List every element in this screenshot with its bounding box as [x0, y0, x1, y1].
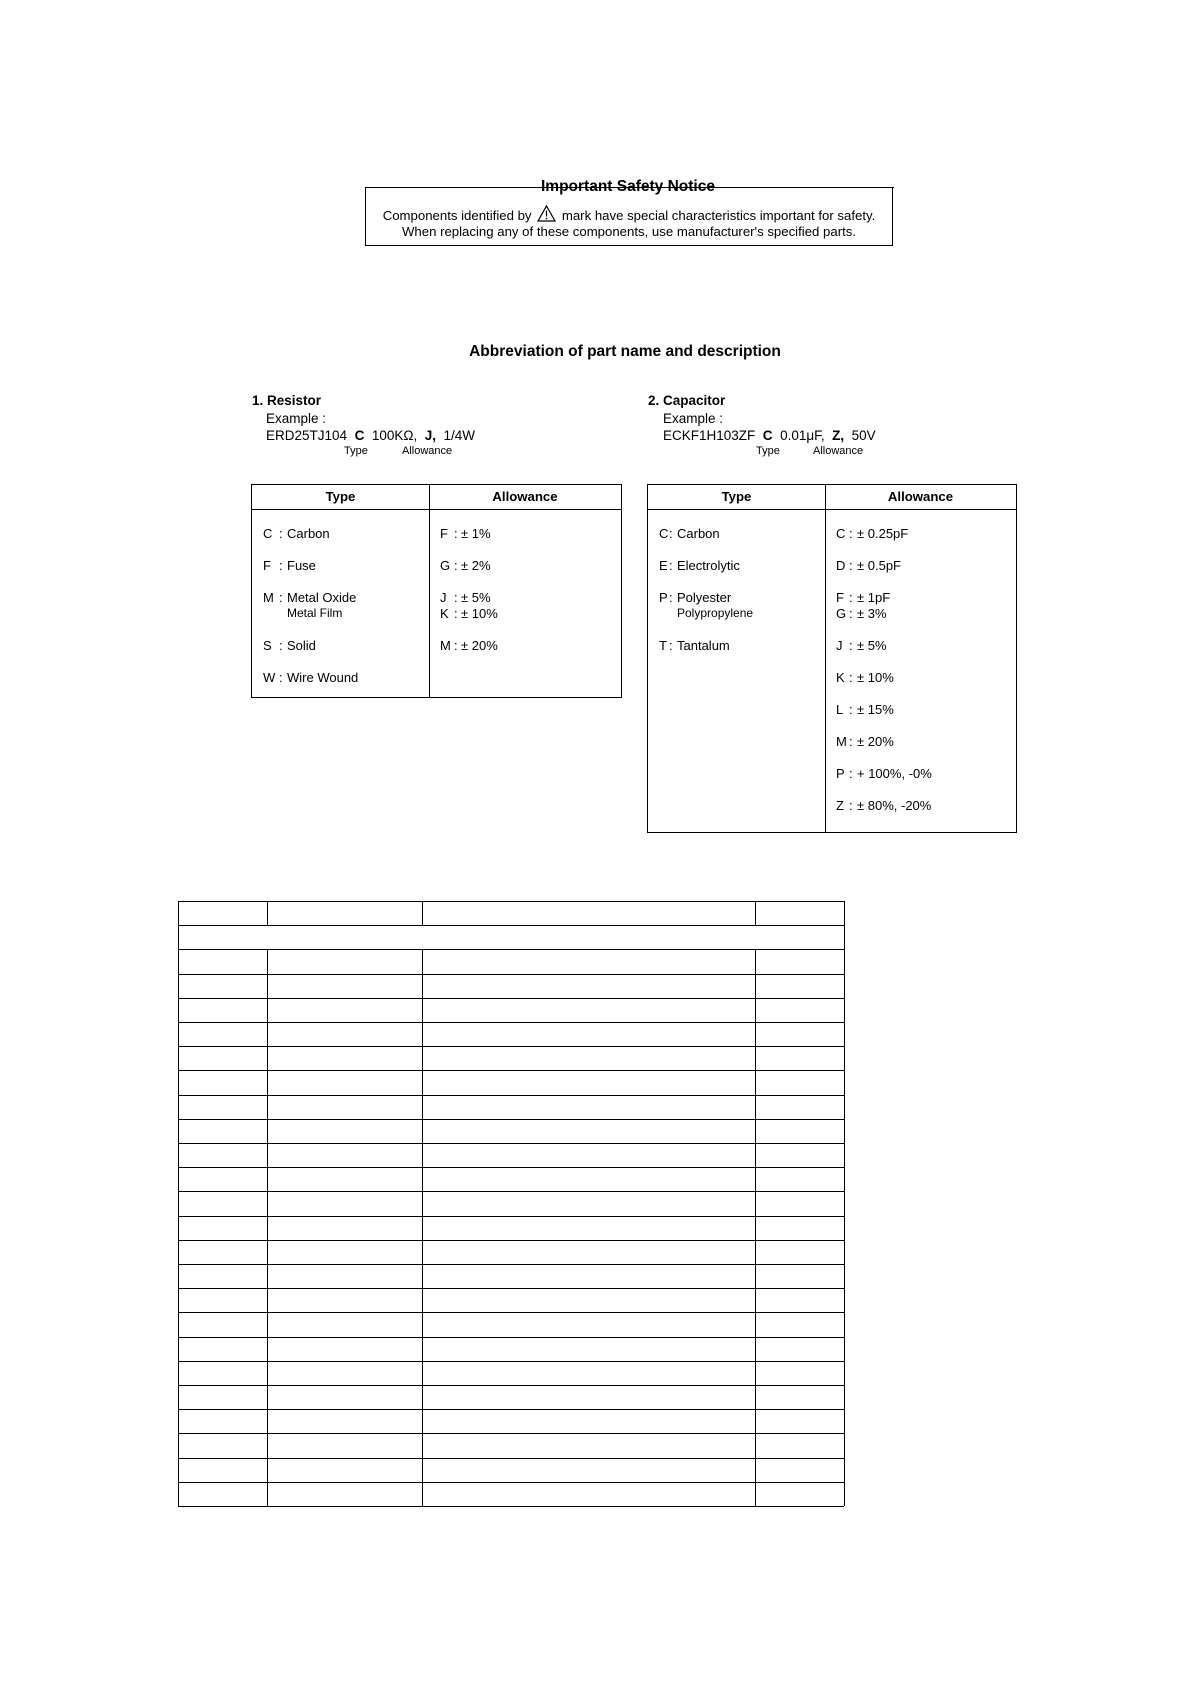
grid-row-line	[178, 998, 844, 999]
capacitor-allowance-value: + 100%, -0%	[857, 766, 932, 781]
capacitor-example-code	[663, 428, 876, 443]
resistor-allowance-header: Allowance	[492, 489, 558, 504]
grid-row-line	[178, 1385, 844, 1386]
capacitor-allowance-sep: :	[849, 606, 853, 621]
resistor-allowance-sep: :	[454, 606, 458, 621]
grid-row-line	[178, 901, 844, 902]
grid-row-line	[178, 1095, 844, 1096]
grid-row-line	[178, 1070, 844, 1071]
capacitor-part-number: ECKF1H103ZF	[663, 428, 756, 443]
grid-row-line	[178, 1458, 844, 1459]
capacitor-allowance-value: ± 0.5pF	[857, 558, 901, 573]
capacitor-type-code: C	[659, 526, 669, 541]
grid-row-line	[178, 1240, 844, 1241]
capacitor-allowance-code: C	[836, 526, 846, 541]
capacitor-type-sep: :	[669, 590, 673, 605]
safety-notice-line1	[366, 205, 892, 226]
grid-column-line	[755, 901, 756, 925]
resistor-allowance-sep: :	[454, 526, 458, 541]
resistor-type-sep: :	[279, 526, 283, 541]
capacitor-allowance-code: Z	[836, 798, 844, 813]
capacitor-allowance-code: D	[836, 558, 846, 573]
capacitor-allowance-sep: :	[849, 638, 853, 653]
capacitor-allowance-sep: :	[849, 526, 853, 541]
resistor-type-code: W	[263, 670, 276, 685]
capacitor-allowance-value: ± 0.25pF	[857, 526, 909, 541]
grid-row-line	[178, 1167, 844, 1168]
capacitor-allowance-code: M	[836, 734, 847, 749]
resistor-type-code: C	[263, 526, 273, 541]
capacitor-type-code: P	[659, 590, 668, 605]
resistor-type-sep: :	[279, 670, 283, 685]
capacitor-rating: 50V	[851, 428, 876, 443]
capacitor-type-name: Carbon	[677, 526, 720, 541]
capacitor-allowance-code: J	[836, 638, 843, 653]
resistor-example-code	[266, 428, 475, 443]
resistor-type-code: C	[354, 428, 365, 443]
capacitor-value: 0.01μF,	[780, 428, 825, 443]
grid-row-line	[178, 1022, 844, 1023]
resistor-type-name: Wire Wound	[287, 670, 359, 685]
capacitor-allowance-sep: :	[849, 670, 853, 685]
grid-row-line	[178, 1191, 844, 1192]
capacitor-type-header: Type	[721, 489, 752, 504]
resistor-type-code: M	[263, 590, 274, 605]
resistor-type-code: S	[263, 638, 272, 653]
grid-row-line	[178, 1409, 844, 1410]
resistor-allowance-value: ± 20%	[461, 638, 498, 653]
grid-column-line	[422, 901, 423, 925]
safety-notice-box	[365, 187, 893, 246]
grid-row-line	[178, 1433, 844, 1434]
grid-row-line	[178, 1264, 844, 1265]
resistor-part-number: ERD25TJ104	[266, 428, 348, 443]
capacitor-example-label: Example :	[663, 411, 724, 426]
safety-notice-line2: When replacing any of these components, use manufacturer's specified parts.	[401, 224, 857, 239]
resistor-allowance-value: ± 2%	[461, 558, 491, 573]
grid-column-line	[178, 901, 179, 1506]
capacitor-allowance-sep: :	[849, 798, 853, 813]
resistor-table-header	[252, 485, 621, 510]
capacitor-allowance-value: ± 3%	[857, 606, 887, 621]
capacitor-type-caption: Type	[756, 445, 780, 457]
capacitor-allowance-sep: :	[849, 702, 853, 717]
capacitor-allowance-sep: :	[849, 766, 853, 781]
capacitor-allowance-code: P	[836, 766, 845, 781]
capacitor-allowance-code: L	[836, 702, 844, 717]
grid-row-line	[178, 1288, 844, 1289]
grid-row-line	[178, 1046, 844, 1047]
resistor-allowance-sep: :	[454, 558, 458, 573]
grid-row-line	[178, 1143, 844, 1144]
capacitor-type-name: Electrolytic	[677, 558, 740, 573]
capacitor-allowance-sep: :	[849, 734, 853, 749]
capacitor-type-code: C	[762, 428, 773, 443]
capacitor-type-sep: :	[669, 526, 673, 541]
grid-row-line	[178, 1482, 844, 1483]
capacitor-allowance-code: Z,	[832, 428, 845, 443]
resistor-allowance-value: ± 1%	[461, 526, 491, 541]
capacitor-table	[647, 484, 1017, 833]
capacitor-type-subname: Polypropylene	[677, 606, 754, 620]
capacitor-allowance-sep: :	[849, 558, 853, 573]
parts-list-grid	[178, 901, 844, 1506]
grid-row-line	[178, 1361, 844, 1362]
capacitor-allowance-value: ± 20%	[857, 734, 894, 749]
capacitor-type-sep: :	[669, 558, 673, 573]
grid-row-line	[178, 925, 844, 926]
grid-column-line	[844, 901, 845, 1506]
capacitor-allowance-value: ± 5%	[857, 638, 887, 653]
resistor-allowance-sep: :	[454, 638, 458, 653]
capacitor-allowance-code: K	[836, 670, 845, 685]
resistor-type-name: Carbon	[287, 526, 330, 541]
grid-column-line	[267, 901, 268, 925]
capacitor-type-code: T	[659, 638, 667, 653]
resistor-heading: 1. Resistor	[252, 393, 322, 408]
resistor-type-header: Type	[325, 489, 356, 504]
resistor-allowance-code: G	[440, 558, 451, 573]
resistor-example-label: Example :	[266, 411, 327, 426]
capacitor-allowance-value: ± 15%	[857, 702, 894, 717]
resistor-allowance-sep: :	[454, 590, 458, 605]
warning-triangle-icon	[537, 205, 556, 226]
resistor-type-code: F	[263, 558, 271, 573]
capacitor-allowance-header: Allowance	[887, 489, 954, 504]
safety-notice-line1-end: mark have special characteristics important for safety.	[561, 208, 876, 223]
resistor-type-sep: :	[279, 638, 283, 653]
resistor-allowance-code: J,	[424, 428, 436, 443]
capacitor-allowance-caption: Allowance	[813, 445, 864, 457]
safety-notice-title: Important Safety Notice	[541, 178, 715, 195]
capacitor-allowance-code: F	[836, 590, 844, 605]
capacitor-allowance-value: ± 80%, -20%	[857, 798, 932, 813]
grid-row-line	[178, 974, 844, 975]
resistor-allowance-code: F	[440, 526, 448, 541]
grid-column-line	[422, 949, 423, 1506]
resistor-allowance-caption: Allowance	[402, 445, 453, 457]
resistor-type-subname: Metal Film	[287, 606, 343, 620]
resistor-allowance-code: M	[440, 638, 451, 653]
resistor-table	[251, 484, 622, 698]
capacitor-allowance-sep: :	[849, 590, 853, 605]
resistor-value: 100KΩ,	[371, 428, 418, 443]
grid-row-line	[178, 1216, 844, 1217]
capacitor-table-divider	[825, 485, 826, 832]
capacitor-table-header	[648, 485, 1016, 510]
grid-column-line	[267, 949, 268, 1506]
capacitor-allowance-value: ± 1pF	[857, 590, 891, 605]
grid-row-line	[178, 1337, 844, 1338]
resistor-allowance-code: J	[440, 590, 447, 605]
grid-column-line	[755, 949, 756, 1506]
resistor-rating: 1/4W	[443, 428, 476, 443]
resistor-type-sep: :	[279, 558, 283, 573]
resistor-table-divider	[429, 485, 430, 697]
grid-row-line	[178, 1506, 844, 1507]
grid-row-line	[178, 1312, 844, 1313]
resistor-type-sep: :	[279, 590, 283, 605]
capacitor-type-code: E	[659, 558, 668, 573]
capacitor-heading: 2. Capacitor	[648, 393, 726, 408]
grid-row-line	[178, 949, 844, 950]
abbreviation-title: Abbreviation of part name and description	[469, 343, 781, 360]
capacitor-allowance-code: G	[836, 606, 847, 621]
resistor-type-name: Metal Oxide	[287, 590, 357, 605]
capacitor-type-name: Polyester	[677, 590, 732, 605]
resistor-type-name: Solid	[287, 638, 316, 653]
resistor-allowance-value: ± 10%	[461, 606, 498, 621]
safety-notice-line1-start: Components identified by	[382, 208, 532, 223]
capacitor-allowance-value: ± 10%	[857, 670, 894, 685]
resistor-allowance-code: K	[440, 606, 449, 621]
resistor-allowance-value: ± 5%	[461, 590, 491, 605]
capacitor-type-sep: :	[669, 638, 673, 653]
grid-row-line	[178, 1119, 844, 1120]
capacitor-type-name: Tantalum	[677, 638, 730, 653]
resistor-type-name: Fuse	[287, 558, 316, 573]
resistor-type-caption: Type	[344, 445, 368, 457]
